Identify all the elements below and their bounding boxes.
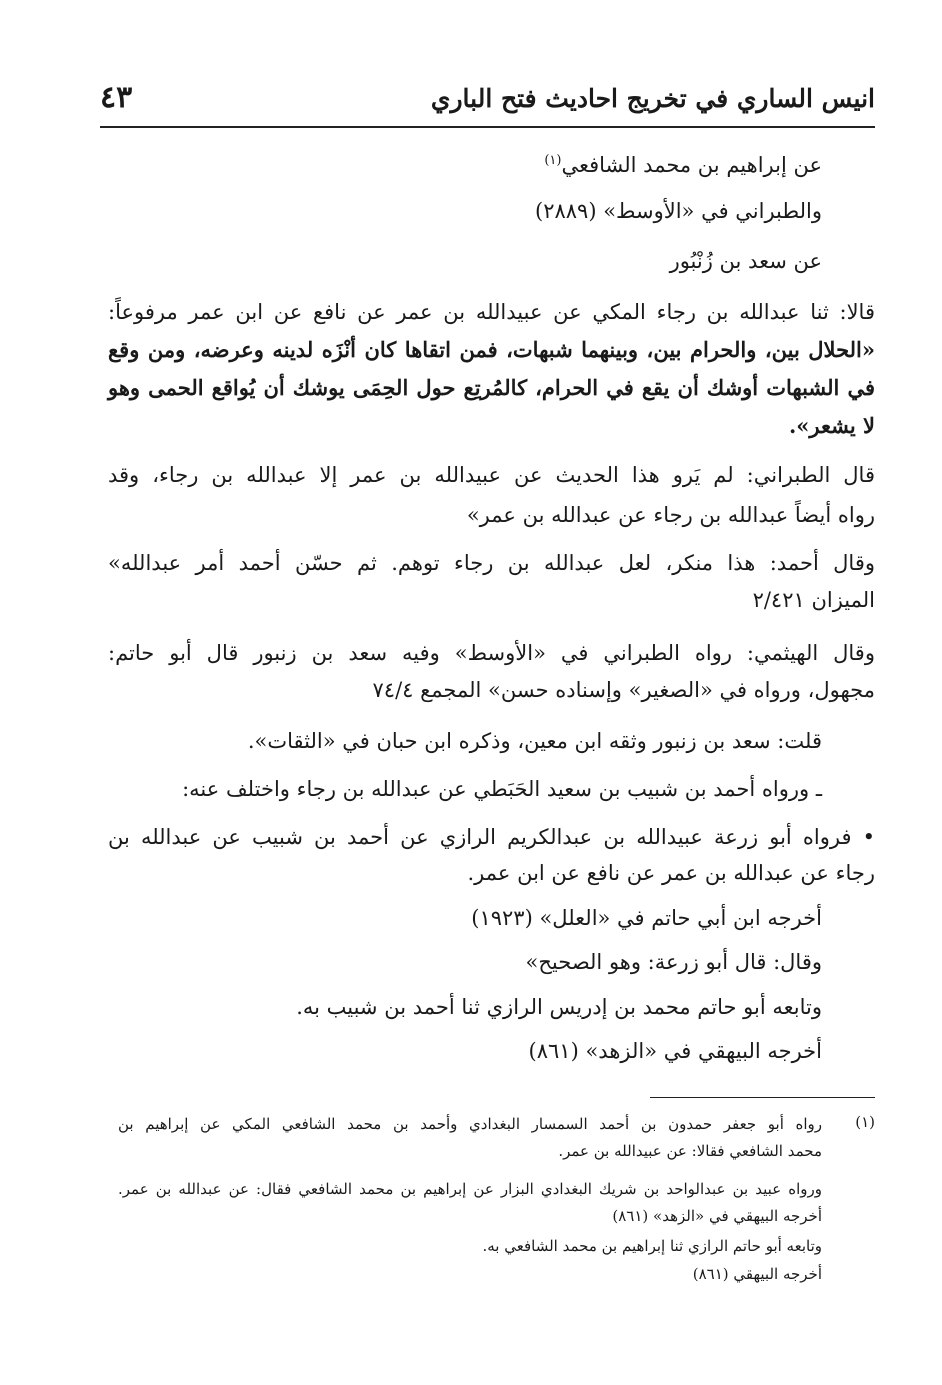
body-line: الميزان ٢/٤٢١ <box>752 588 875 612</box>
footnote-line: ورواه عبيد بن عبدالواحد بن شريك البغدادي البزار عن إبراهيم بن محمد الشافعي فقال: عن عبدالله بن عمر. <box>118 1180 822 1198</box>
footnote-line: وتابعه أبو حاتم الرازي ثنا إبراهيم بن محمد الشافعي به. <box>482 1237 822 1255</box>
body-line: قالا: ثنا عبدالله بن رجاء المكي عن عبيدالله بن عمر عن نافع عن ابن عمر مرفوعاً: <box>108 300 875 324</box>
book-title: انيس الساري في تخريج احاديث فتح الباري <box>430 84 875 113</box>
page-number: ٤٣ <box>100 80 133 115</box>
body-line: وقال أحمد: هذا منكر، لعل عبدالله بن رجاء توهم. ثم حسّن أحمد أمر عبدالله» <box>108 551 875 575</box>
hadith-text-line: في الشبهات أوشك أن يقع في الحرام، كالمُرتِع حول الحِمَى يوشك أن يُواقع الحمى وهو <box>108 375 875 400</box>
body-line: وقال الهيثمي: رواه الطبراني في «الأوسط» وفيه سعد بن زنبور قال أبو حاتم: <box>108 641 875 665</box>
footnote-line: أخرجه البيهقي (٨٦١) <box>692 1265 822 1283</box>
body-line: قال الطبراني: لم يَرو هذا الحديث عن عبيدالله بن عمر إلا عبدالله بن رجاء، وقد <box>108 463 875 487</box>
footnote-marker: (١) <box>855 1113 875 1131</box>
body-line: مجهول، ورواه في «الصغير» وإسناده حسن» المجمع ٧٤/٤ <box>372 678 875 702</box>
body-line: أخرجه البيهقي في «الزهد» (٨٦١) <box>528 1039 822 1063</box>
body-line: قلت: سعد بن زنبور وثقه ابن معين، وذكره ابن حبان في «الثقات». <box>247 729 822 753</box>
body-line: عن إبراهيم بن محمد الشافعي$^{(١)}$ <box>544 153 822 177</box>
body-line: والطبراني في «الأوسط» (٢٨٨٩) <box>535 199 822 223</box>
body-line: أخرجه ابن أبي حاتم في «العلل» (١٩٢٣) <box>471 906 822 930</box>
body-line: رجاء عن عبدالله بن عمر عن نافع عن ابن عمر. <box>467 861 875 885</box>
hadith-text-line: لا يشعر». <box>788 413 875 438</box>
body-line: ـ ورواه أحمد بن شبيب بن سعيد الحَبَطي عن عبدالله بن رجاء واختلف عنه: <box>182 777 822 801</box>
footnote-reference: (١) <box>544 153 562 168</box>
hadith-text-line: «الحلال بين، والحرام بين، وبينهما شبهات، فمن اتقاها كان أنْزَه لدينه وعرضه، ومن وقع <box>108 337 875 362</box>
footnote-line: محمد الشافعي فقالا: عن عبيدالله بن عمر. <box>558 1142 822 1160</box>
running-header <box>100 78 875 128</box>
footnote-line: رواه أبو جعفر حمدون بن أحمد السمسار البغدادي وأحمد بن محمد الشافعي المكي عن إبراهيم بن <box>118 1115 822 1133</box>
body-line: وقال: قال أبو زرعة: وهو الصحيح» <box>525 950 822 974</box>
body-line: وتابعه أبو حاتم محمد بن إدريس الرازي ثنا أحمد بن شبيب به. <box>296 995 822 1019</box>
body-line: رواه أيضاً عبدالله بن رجاء عن عبدالله بن عمر» <box>466 503 875 527</box>
body-line: • فرواه أبو زرعة عبيدالله بن عبدالكريم الرازي عن أحمد بن شبيب عن عبدالله بن <box>108 825 875 849</box>
footnote-separator <box>650 1097 875 1098</box>
footnote-line: أخرجه البيهقي في «الزهد» (٨٦١) <box>612 1207 822 1225</box>
body-line: عن سعد بن زُنْبُور <box>669 249 822 273</box>
